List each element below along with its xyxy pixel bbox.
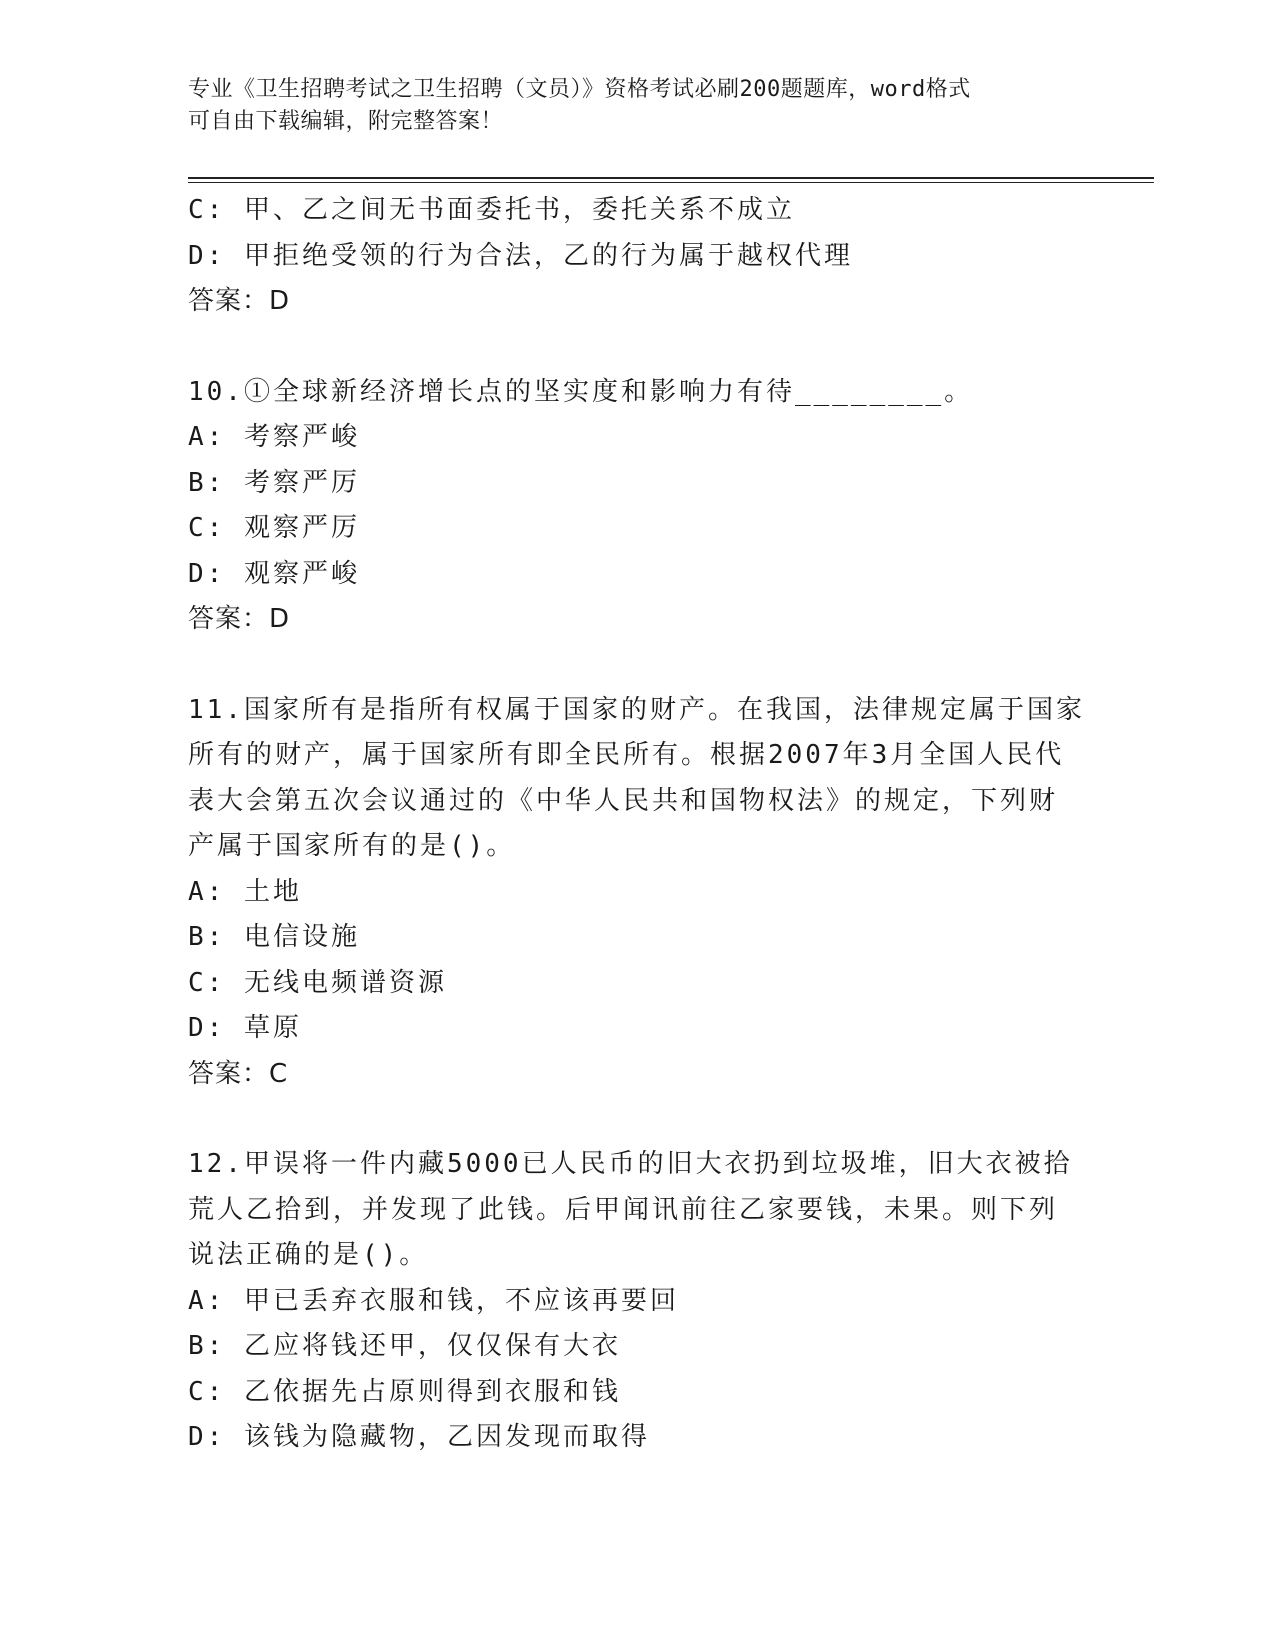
option-d: D: 该钱为隐藏物，乙因发现而取得 — [188, 1422, 650, 1452]
option-b: B: 考察严厉 — [188, 467, 360, 498]
question-12 — [188, 1142, 1088, 1461]
answer: 答案：C — [188, 1058, 289, 1089]
option-c: C: 观察严厉 — [188, 513, 360, 543]
option-d: D: 草原 — [188, 1013, 302, 1043]
question-stem: 10.①全球新经济增长点的坚实度和影响力有待________。 — [188, 376, 974, 407]
option-c: C: 乙依据先占原则得到衣服和钱 — [188, 1376, 621, 1407]
question-9-tail — [188, 188, 1088, 325]
header-divider-thick — [188, 177, 1154, 179]
answer: 答案：D — [188, 604, 291, 634]
spacer — [188, 643, 1088, 688]
option-d: D: 甲拒绝受领的行为合法，乙的行为属于越权代理 — [188, 240, 853, 271]
header-title-line-2: 可自由下载编辑，附完整答案！ — [188, 109, 504, 134]
question-stem-line-1: 12.甲误将一件内藏5000已人民币的旧大衣扔到垃圾堆，旧大衣被拾 — [188, 1149, 1073, 1179]
question-stem-line-2: 所有的财产，属于国家所有即全民所有。根据2007年3月全国人民代 — [188, 740, 1065, 770]
option-b: B: 乙应将钱还甲，仅仅保有大衣 — [188, 1331, 621, 1361]
question-stem-line-1: 11.国家所有是指所有权属于国家的财产。在我国，法律规定属于国家 — [188, 694, 1085, 725]
question-stem-line-3: 表大会第五次会议通过的《中华人民共和国物权法》的规定，下列财 — [188, 785, 1059, 816]
spacer — [188, 1097, 1088, 1142]
document-body — [188, 188, 1088, 1461]
question-stem-line-3: 说法正确的是()。 — [188, 1240, 429, 1270]
header-title-line-1: 专业《卫生招聘考试之卫生招聘（文员）》资格考试必刷200题题库，word格式 — [188, 77, 971, 102]
question-11 — [188, 688, 1088, 1098]
answer: 答案：D — [188, 286, 291, 316]
question-stem-line-4: 产属于国家所有的是()。 — [188, 831, 516, 861]
option-b: B: 电信设施 — [188, 922, 360, 952]
question-10 — [188, 370, 1088, 643]
option-c: C: 甲、乙之间无书面委托书，委托关系不成立 — [188, 195, 795, 225]
option-d: D: 观察严峻 — [188, 558, 360, 589]
option-a: A: 土地 — [188, 876, 302, 907]
option-a: A: 甲已丢弃衣服和钱，不应该再要回 — [188, 1285, 679, 1316]
option-a: A: 考察严峻 — [188, 422, 360, 452]
header-divider-thin — [188, 182, 1154, 183]
spacer — [188, 325, 1088, 370]
option-c: C: 无线电频谱资源 — [188, 967, 447, 998]
document-header — [188, 74, 1078, 138]
question-stem-line-2: 荒人乙拾到，并发现了此钱。后甲闻讯前往乙家要钱，未果。则下列 — [188, 1194, 1059, 1225]
